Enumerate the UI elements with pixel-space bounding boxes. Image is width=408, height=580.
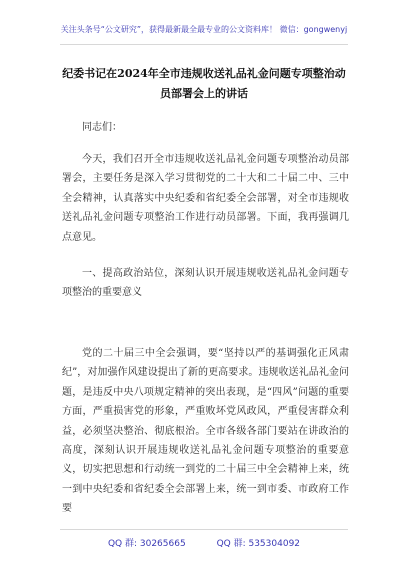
footer-qq-group-1: QQ 群: 30265665 [107,539,186,549]
footer-qq-group-2: QQ 群: 535304092 [216,539,301,549]
section-1-heading [62,264,349,303]
document-title [56,64,352,104]
salutation-text: 同志们： [82,122,122,133]
header-banner: 关注头条号“公文研究”，获得最新最全最专业的公文资料库！ 微信：gongwenyj [60,25,348,34]
header-divider [60,44,348,45]
paragraph-2 [62,344,349,519]
salutation [62,118,349,137]
title-line-1: 纪委书记在2024年全市违规收送礼品礼金问题专项整治动 [62,67,346,80]
paragraph-2-text: 党的二十届三中全会强调，要“坚持以严的基调强化正风肃纪”，对加强作风建设提出了新的更高要求。违规收送礼品礼金问题，是违反中央八项规定精神的突出表现，是“四风”问题的重要方面，严重损害党的形象，严重败坏党风政风，严重侵害群众利益，必须坚决整治、彻底根治。全市各级各部门要站在讲政治的高度，深刻认识开展违规收送礼品礼金问题专项整治的重要意义，切实把思想和行动统一到党的二十届三中全会精神上来，统一到中央纪委和省纪委全会部署上来，统一到市委、市政府工作要 [62,348,349,515]
footer-divider [60,529,348,530]
footer [0,536,408,549]
title-line-2: 员部署会上的讲话 [160,87,248,100]
section-1-heading-text: 一、提高政治站位，深刻认识开展违规收送礼品礼金问题专项整治的重要意义 [62,268,349,299]
paragraph-1-text: 今天，我们召开全市违规收送礼品礼金问题专项整治动员部署会，主要任务是深入学习贯彻党的二十大和二十届二中、三中全会精神，认真落实中央纪委和省纪委全会部署，对全市违规收送礼品礼金问题专项整治工作进行动员部署。下面，我再强调几点意见。 [62,154,349,243]
paragraph-1 [62,150,349,247]
